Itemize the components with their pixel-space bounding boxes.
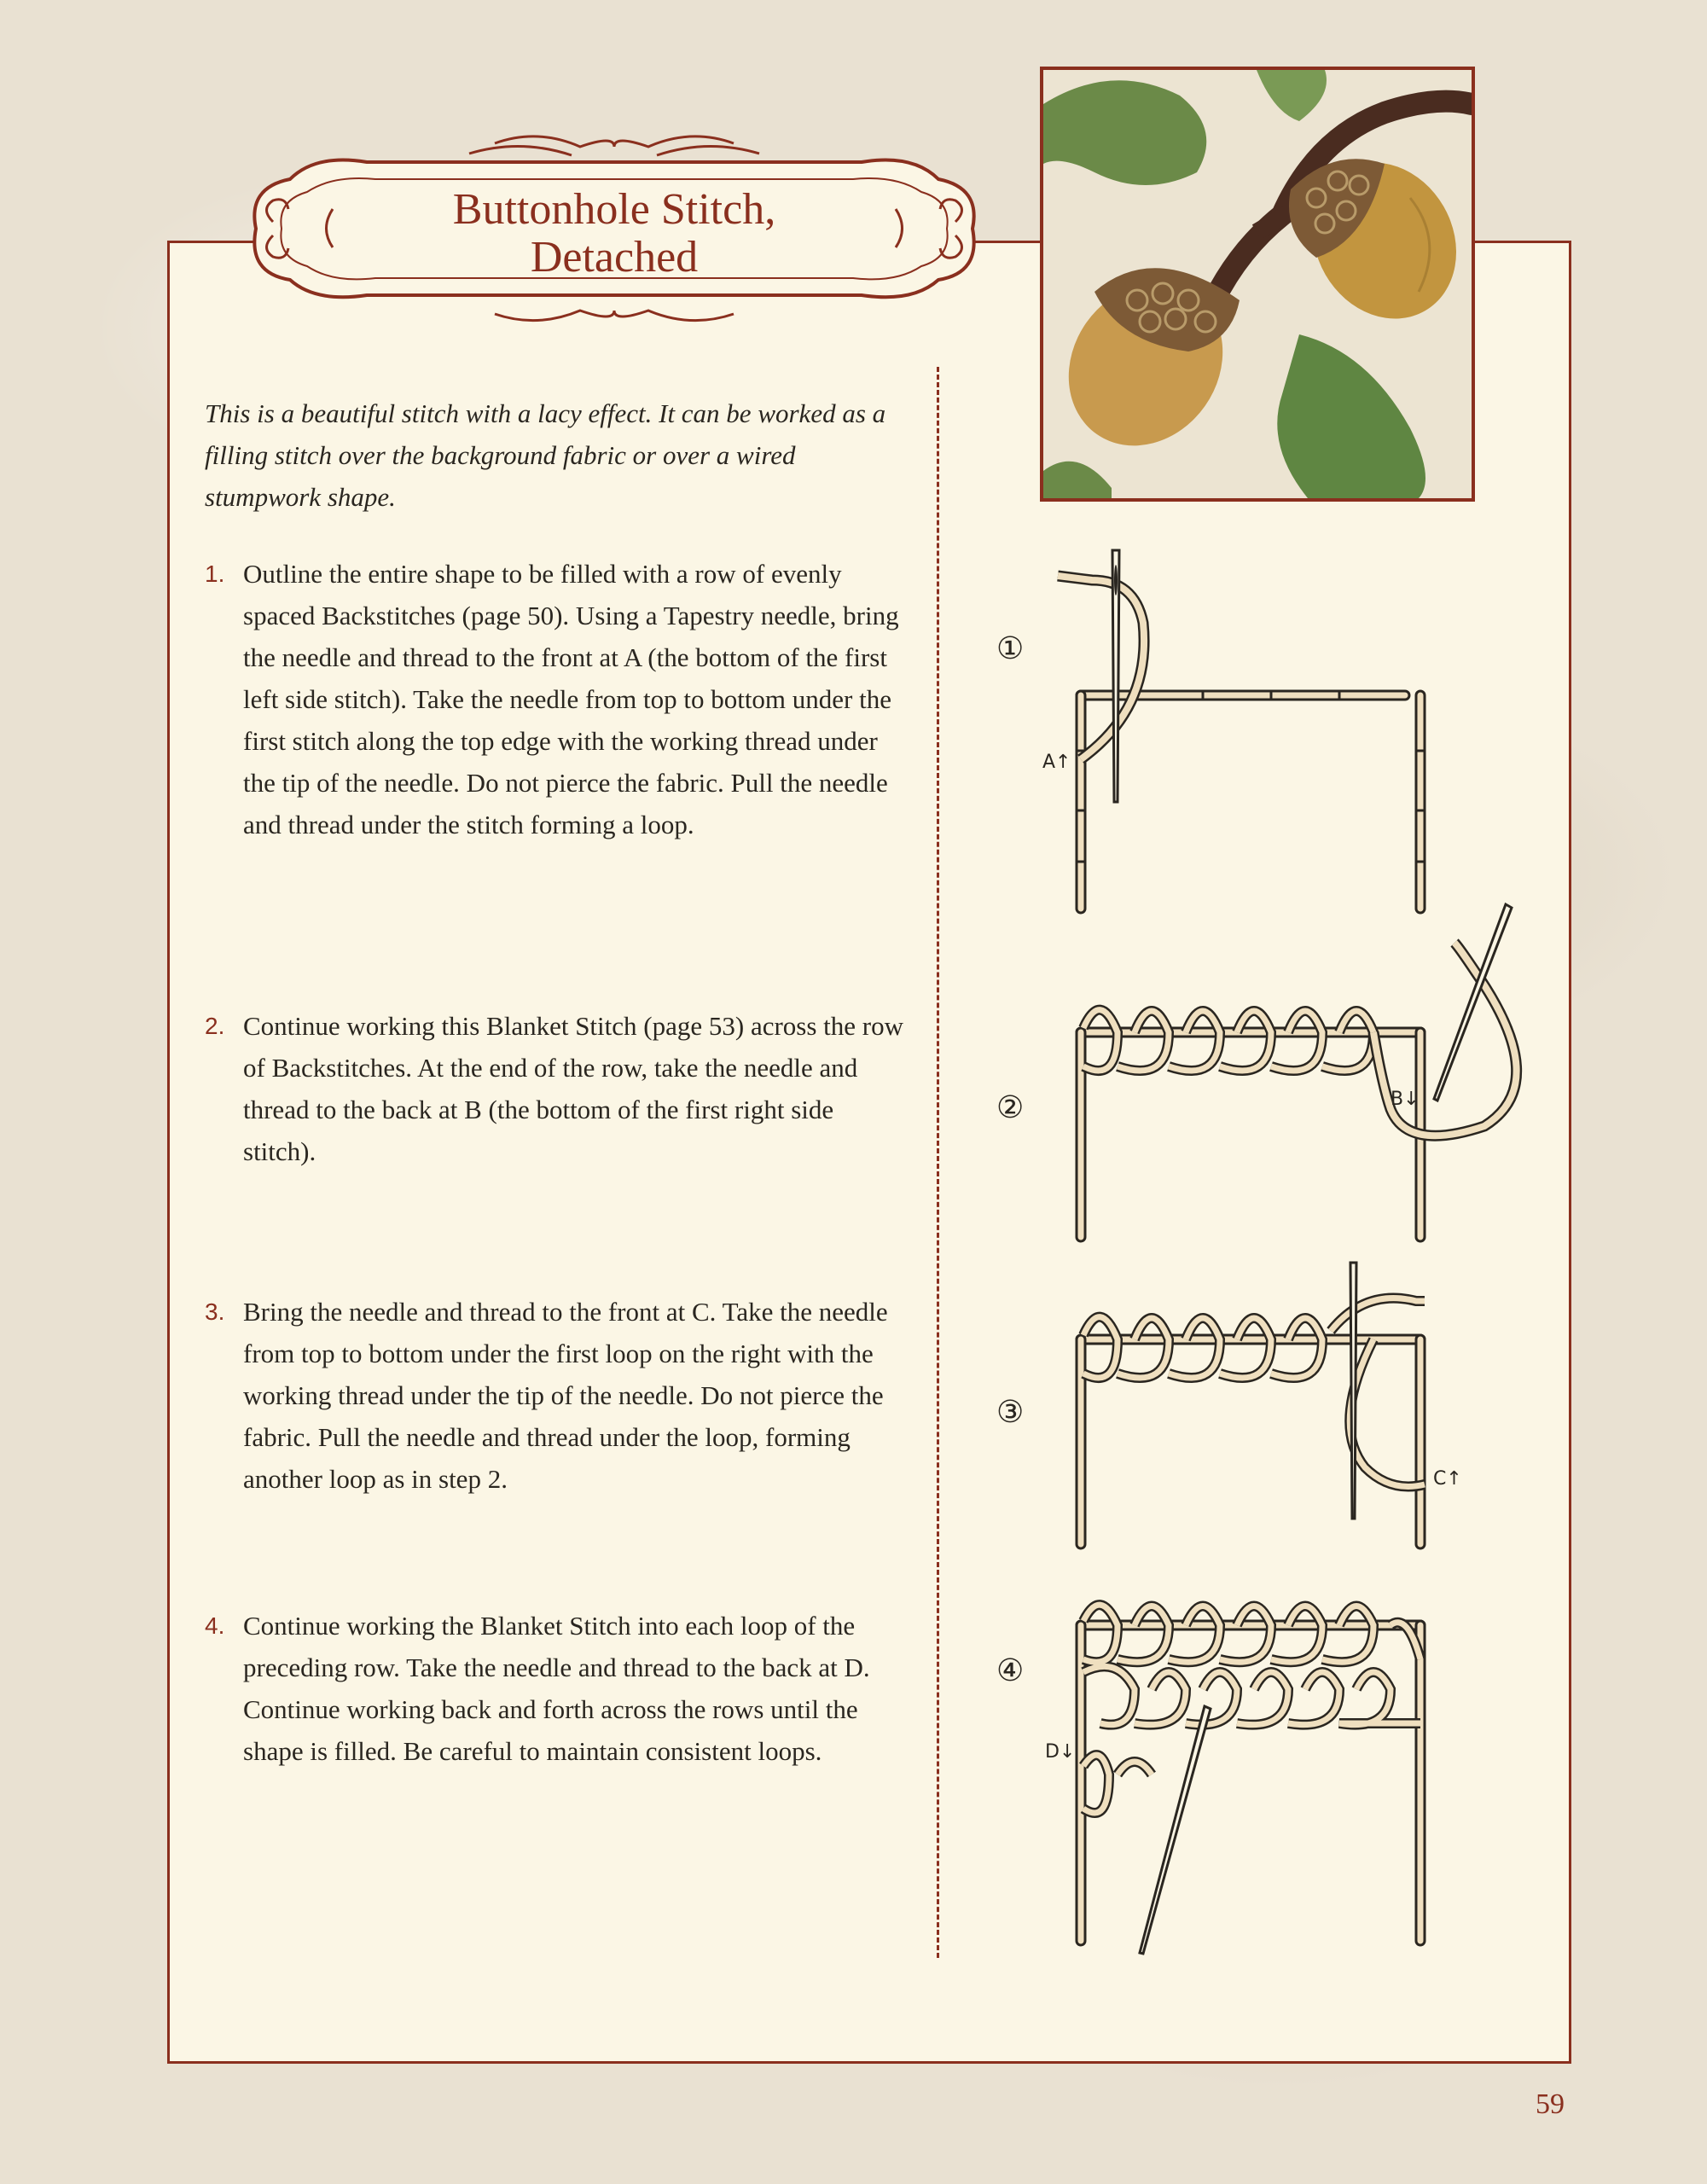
step-3 bbox=[205, 1291, 913, 1500]
acorn-illustration bbox=[1043, 70, 1472, 498]
step-4-text: Continue working the Blanket Stitch into each loop of the preceding row. Take the needle and thread to the back at D. Continue working back and forth across the rows until the shape is filled. Be careful to maintain consistent loops. bbox=[243, 1611, 870, 1766]
title-line-1: Buttonhole Stitch, bbox=[452, 185, 776, 234]
acorn-embroidery-photo bbox=[1040, 67, 1475, 502]
diagram-3-loop-needle-icon bbox=[1024, 1254, 1501, 1561]
step-1 bbox=[205, 553, 913, 845]
diagram-3-label: C↑ bbox=[1433, 1468, 1462, 1490]
diagram-2-label: B↓ bbox=[1391, 1089, 1420, 1110]
step-2-text: Continue working this Blanket Stitch (page 53) across the row of Backstitches. At the end of the row, take the needle and thread to the back at B (the bottom of the first right side stitch). bbox=[243, 1011, 904, 1166]
diagram-1-label: A↑ bbox=[1042, 752, 1071, 773]
step-4-number: 4. bbox=[205, 1612, 225, 1639]
step-3-number: 3. bbox=[205, 1298, 225, 1325]
diagram-4-label: D↓ bbox=[1045, 1741, 1076, 1763]
diagram-3-marker: ③ bbox=[996, 1395, 1025, 1430]
step-3-text: Bring the needle and thread to the front at C. Take the needle from top to bottom under the first loop on the right with the working thread under the tip of the needle. Do not pierce the fabric. Pull the needle and thread under the loop, forming another loop as in step 2. bbox=[243, 1297, 888, 1494]
title-line-2: Detached bbox=[530, 233, 699, 282]
diagram-4-marker: ④ bbox=[996, 1653, 1025, 1688]
diagram-2-blanket-stitch-icon bbox=[1024, 896, 1553, 1254]
step-4 bbox=[205, 1605, 913, 1772]
diagram-2-marker: ② bbox=[996, 1090, 1025, 1125]
diagram-1-marker: ① bbox=[996, 631, 1025, 666]
column-divider bbox=[937, 367, 939, 1958]
diagram-4-rows-filled-icon bbox=[1024, 1587, 1501, 1962]
page-title bbox=[213, 186, 1015, 282]
step-2-number: 2. bbox=[205, 1013, 225, 1039]
step-1-text: Outline the entire shape to be filled with a row of evenly spaced Backstitches (page 50). Using a Tapestry needle, bring the needle and thread to the front at A (the bottom of the first left side stitch). Take the needle from top to bottom under the first stitch along the top edge with the working thread under the tip of the needle. Do not pierce the fabric. Pull the needle and thread under the stitch forming a loop. bbox=[243, 559, 899, 839]
step-1-number: 1. bbox=[205, 561, 225, 587]
intro-paragraph: This is a beautiful stitch with a lacy effect. It can be worked as a filling stitch over the background fabric or over a wired stumpwork shape. bbox=[205, 398, 886, 512]
page-number: 59 bbox=[1536, 2088, 1565, 2120]
diagram-1-backstitch-needle-icon bbox=[1024, 537, 1467, 930]
title-plaque bbox=[213, 128, 1015, 328]
step-2 bbox=[205, 1005, 913, 1172]
